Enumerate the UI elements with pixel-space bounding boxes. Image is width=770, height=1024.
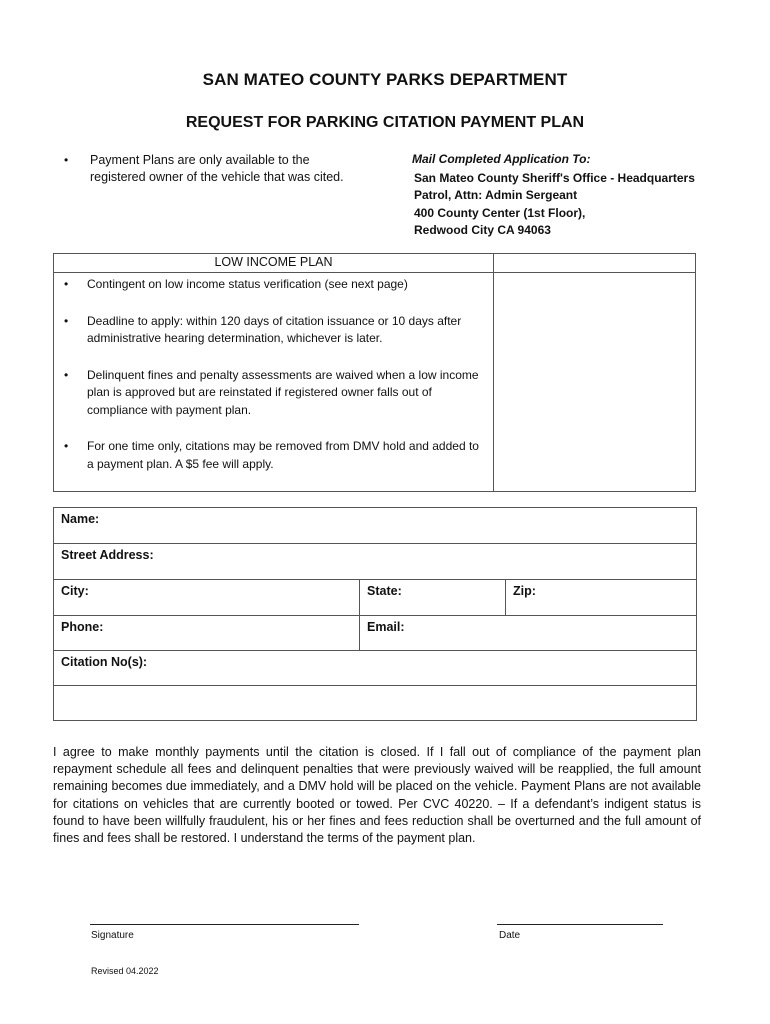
list-item-text: For one time only, citations may be removed from DMV hold and added to a payment plan. A $5 fee will apply. xyxy=(87,439,479,471)
column-divider xyxy=(493,254,494,491)
signature-label: Signature xyxy=(91,930,134,941)
applicant-form xyxy=(53,507,697,721)
bullet-icon: • xyxy=(64,313,69,328)
citation-numbers-input[interactable] xyxy=(54,686,696,720)
list-item xyxy=(54,276,484,294)
list-item-text: Contingent on low income status verification (see next page) xyxy=(87,277,408,291)
citation-entry-row xyxy=(54,686,696,720)
street-address-field[interactable]: Street Address: xyxy=(61,548,154,562)
name-row xyxy=(54,508,696,544)
list-item xyxy=(54,367,484,420)
citation-numbers-field[interactable]: Citation No(s): xyxy=(61,655,148,669)
phone-email-row xyxy=(54,616,696,651)
low-income-plan-box xyxy=(53,253,696,492)
email-field[interactable]: Email: xyxy=(359,616,696,650)
low-income-plan-heading: LOW INCOME PLAN xyxy=(214,255,333,269)
citation-row xyxy=(54,651,696,686)
agreement-text: I agree to make monthly payments until the citation is closed. If I fall out of compliance of the payment plan repayment schedule all fees and delinquent penalties that were previously waived will be reapplied, the full amount remaining becomes due immediately, and a DMV hold will be placed on the vehicle. Payment Plans are not available for citations on vehicles that are currently booted or towed. Per CVC 40220. – If a defendant’s indigent status is found to have been willfully fraudulent, his or her fines and fees reduction shall be overturned and the full amount of fines and fees shall be restored. I understand the terms of the payment plan. xyxy=(53,745,701,846)
street-row xyxy=(54,544,696,580)
header-divider xyxy=(54,272,695,273)
list-item xyxy=(54,438,484,473)
city-field[interactable]: City: xyxy=(61,584,89,598)
form-title: REQUEST FOR PARKING CITATION PAYMENT PLAN xyxy=(185,114,585,131)
mail-to-line: San Mateo County Sheriff's Office - Headquarters xyxy=(414,170,695,185)
bullet-icon: • xyxy=(64,277,69,291)
mail-to-block xyxy=(412,151,712,240)
bullet-icon: • xyxy=(64,367,69,382)
mail-to-line: 400 County Center (1st Floor), xyxy=(414,205,586,220)
low-income-plan-list xyxy=(54,276,484,473)
list-item-text: Delinquent fines and penalty assessments are waived when a low income plan is approved but are reinstated if registered owner falls out of compliance with payment plan. xyxy=(87,367,479,417)
zip-field[interactable]: Zip: xyxy=(505,580,696,615)
list-item xyxy=(54,313,484,348)
department-title: SAN MATEO COUNTY PARKS DEPARTMENT xyxy=(202,70,568,89)
name-field[interactable]: Name: xyxy=(61,512,100,526)
eligibility-note xyxy=(64,152,364,186)
bullet-icon: • xyxy=(64,153,69,167)
revision-note: Revised 04.2022 xyxy=(91,966,159,976)
date-line[interactable] xyxy=(497,924,663,925)
list-item-text: Deadline to apply: within 120 days of citation issuance or 10 days after administrative hearing determination, whichever is later. xyxy=(87,313,462,345)
state-field[interactable]: State: xyxy=(359,580,505,615)
mail-to-line: Redwood City CA 94063 xyxy=(414,223,551,237)
eligibility-note-text: Payment Plans are only available to the registered owner of the vehicle that was cited. xyxy=(90,153,344,184)
signature-line[interactable] xyxy=(90,924,359,925)
date-label: Date xyxy=(499,930,521,941)
mail-to-line: Patrol, Attn: Admin Sergeant xyxy=(414,188,578,202)
bullet-icon: • xyxy=(64,439,69,453)
mail-to-heading: Mail Completed Application To: xyxy=(412,152,591,166)
phone-field[interactable]: Phone: xyxy=(61,620,104,634)
city-state-zip-row xyxy=(54,580,696,616)
